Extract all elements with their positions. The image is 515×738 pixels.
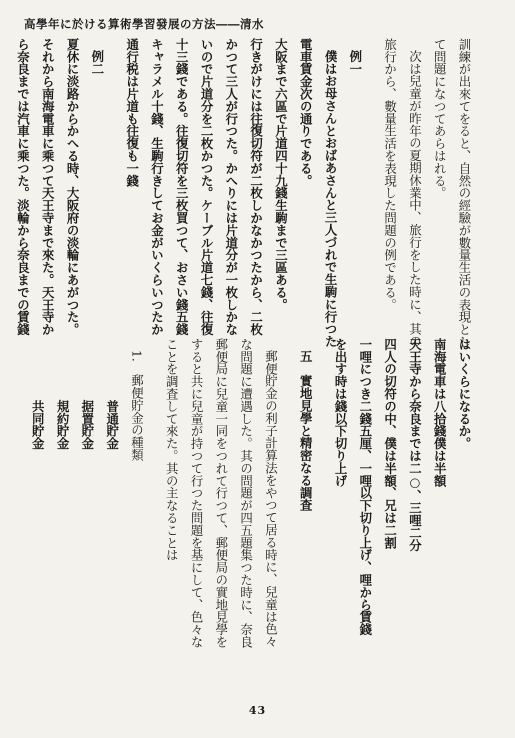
text-line: ら奈良までは汽車に乘つた。淡輪から奈良までの賃錢 xyxy=(15,38,31,336)
lower-column-block xyxy=(30,338,476,696)
list-item: 据置貯金 xyxy=(79,400,95,450)
text-line: すると共に兒童が持つて行つた問題を基にして、色々な xyxy=(189,338,205,648)
text-line: 次は兒童が昨年の夏期休業中、旅行をした時に、其の xyxy=(407,50,423,348)
text-line: 十三錢である。往復切符を三枚買つて、おさい錢五錢 xyxy=(174,38,190,336)
text-line: 南海電車は八拾錢僕は半額 xyxy=(432,338,448,487)
list-item: 共同貯金 xyxy=(30,400,46,450)
text-line: はいくらになるか。 xyxy=(457,338,472,450)
text-line: 夏休に淡路からかへる時、大阪府の淡輪にあがつた。 xyxy=(65,38,81,336)
text-line: かつて三人が行つた。かへりには片道分が一枚しかな xyxy=(223,38,239,336)
running-header: 高學年に於ける算術學習發展の方法――清水 xyxy=(24,17,264,31)
text-line: いので片道分を二枚かつた。ケーブル片道七錢、往復 xyxy=(199,38,215,336)
text-line: 僕はお母さんとおばあさんと三人づれで生駒に行つた xyxy=(323,50,339,348)
text-line: 一哩につき二錢五厘、一哩以下切り上げ、哩から賃錢 xyxy=(357,338,373,636)
text-line: 旅行から、數量生活を表現した問題の例である。 xyxy=(382,38,398,311)
text-line: 訓練が出來てをると、自然の經驗が數量生活の表現とし xyxy=(457,38,472,348)
list-item: 規約貯金 xyxy=(55,400,71,450)
text-line: な問題に遭遇した。其の問題が四五題集つた時に、奈良 xyxy=(238,338,254,648)
list-heading: 1. 郵便貯金の種類 xyxy=(129,350,145,462)
text-line: 郵便局に兒童一同をつれて行つて、郵便局の實地見學を xyxy=(213,338,229,648)
text-line: て問題になつてあらはれる。 xyxy=(432,38,448,200)
example-heading: 例二 xyxy=(89,50,105,76)
text-line: それから南海電車に乘つて天王寺まで來た。天王寺か xyxy=(40,38,56,336)
text-line: 郵便貯金の利子計算法をやつて居る時に、兒童は色々 xyxy=(263,350,279,648)
text-line: 四人の切符の中、僕は半額、兄は二割 xyxy=(382,338,398,549)
example-heading: 例一 xyxy=(347,50,363,76)
text-line: 通行税は片道も往復も一錢 xyxy=(124,38,140,187)
upper-column-block xyxy=(15,38,476,348)
section-heading: 五 實地見學と精密なる調査 xyxy=(298,350,314,512)
text-line: 電車賃金次の通りである。 xyxy=(298,38,314,187)
text-line: キャラメル十錢、生駒行きしてお金がいくらいつたか xyxy=(149,38,165,336)
text-line: 行きがけには往復切符が二枚しかなかつたから、二枚 xyxy=(248,38,264,336)
page-number: 43 xyxy=(248,704,267,717)
list-item: 普通貯金 xyxy=(104,400,120,450)
text-line: 天王寺から奈良までは二○、三哩二分 xyxy=(407,338,423,552)
text-line: ことを調査して來た。其の主なることは xyxy=(164,338,180,562)
text-line: 大阪まで六區で片道四十九錢生駒まで三區ある。 xyxy=(273,38,289,311)
text-line: を出す時は錢以下切り上げ xyxy=(333,338,349,487)
